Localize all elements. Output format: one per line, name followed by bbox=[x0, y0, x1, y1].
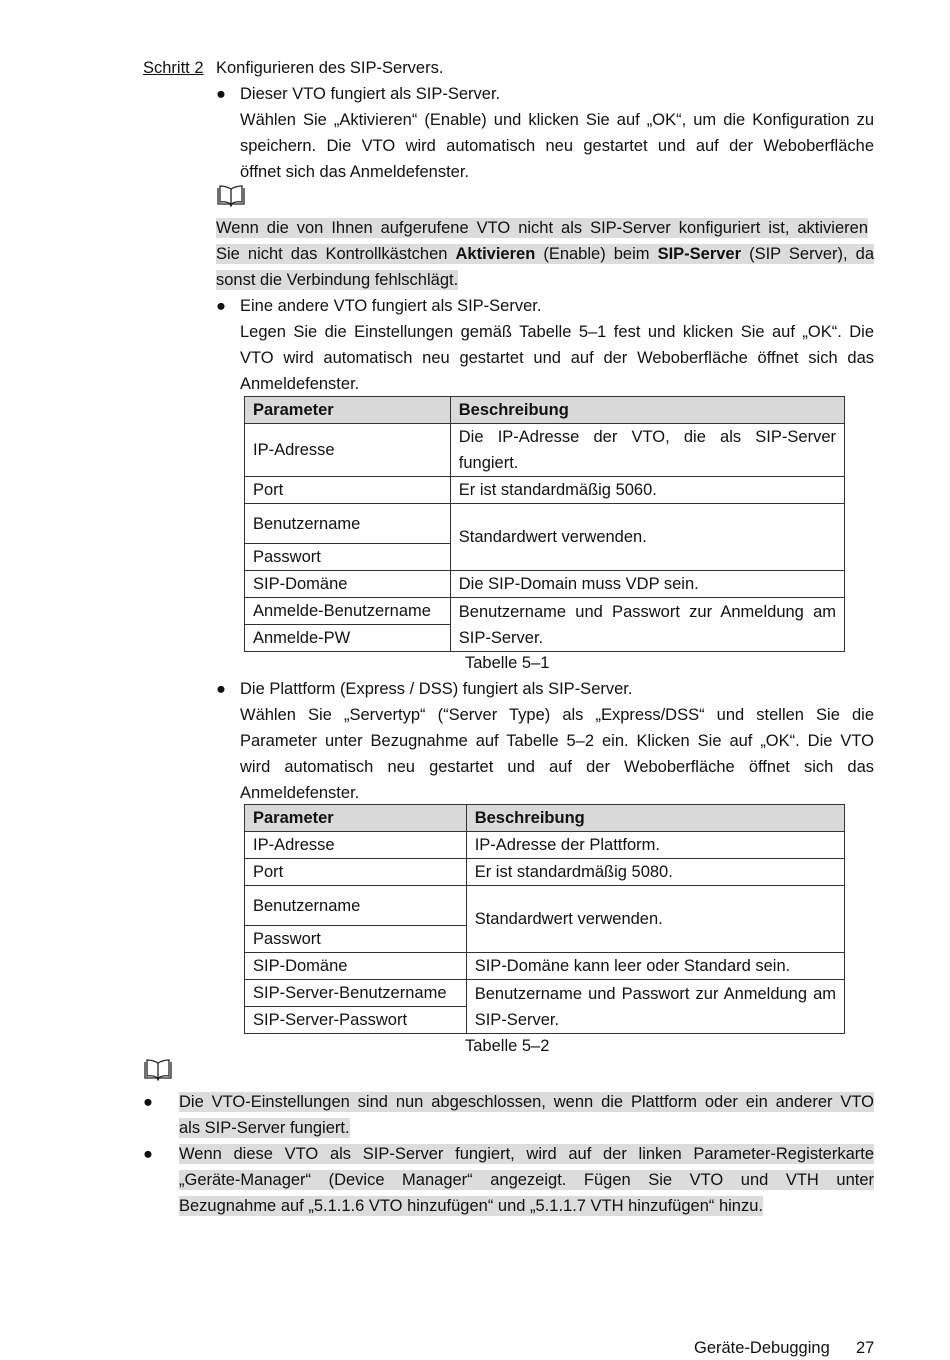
bullet-icon: ● bbox=[143, 1145, 153, 1163]
table-cell: Benutzername und Passwort zur Anmeldung am SIP-Server. bbox=[466, 980, 844, 1034]
bullet-icon: ● bbox=[216, 85, 226, 103]
note2-item1-line: Die VTO-Einstellungen sind nun abgeschlossen, wenn die Plattform oder ein anderer VTO bbox=[179, 1093, 874, 1111]
table-cell: SIP-Domäne bbox=[245, 953, 467, 980]
table-cell: Die SIP-Domain muss VDP sein. bbox=[450, 571, 844, 598]
table-caption: Tabelle 5–1 bbox=[465, 654, 550, 672]
bullet-icon: ● bbox=[216, 680, 226, 698]
parameter-table-2 bbox=[244, 804, 845, 1034]
bullet-icon: ● bbox=[216, 297, 226, 315]
table-header-cell: Parameter bbox=[245, 397, 451, 424]
table-cell: Die IP-Adresse der VTO, die als SIP-Server fungiert. bbox=[450, 424, 844, 477]
table-cell: Er ist standardmäßig 5080. bbox=[466, 859, 844, 886]
table-caption: Tabelle 5–2 bbox=[465, 1037, 550, 1055]
table-cell: Benutzername bbox=[245, 886, 467, 926]
table-row bbox=[245, 504, 845, 544]
note2-item2-line: „Geräte-Manager“ (Device Manager“ angezeigt. Fügen Sie VTO und VTH unter bbox=[179, 1171, 874, 1189]
table-row bbox=[245, 980, 845, 1007]
bullet1-body-line: Wählen Sie „Aktivieren“ (Enable) und klicken Sie auf „OK“, um die Konfiguration zu bbox=[240, 111, 874, 129]
bullet3-heading: Die Plattform (Express / DSS) fungiert als SIP-Server. bbox=[240, 680, 633, 698]
table-cell: IP-Adresse bbox=[245, 832, 467, 859]
table-cell: SIP-Server-Benutzername bbox=[245, 980, 467, 1007]
table-cell: IP-Adresse der Plattform. bbox=[466, 832, 844, 859]
table-cell: Benutzername bbox=[245, 504, 451, 544]
bullet-icon: ● bbox=[143, 1093, 153, 1111]
bullet2-body-line: Anmeldefenster. bbox=[240, 375, 360, 393]
table-row bbox=[245, 571, 845, 598]
note1-line: sonst die Verbindung fehlschlägt. bbox=[216, 271, 459, 289]
table-cell: SIP-Domäne bbox=[245, 571, 451, 598]
note1-line: Sie nicht das Kontrollkästchen Aktivieren (Enable) beim SIP-Server (SIP Server), da bbox=[216, 245, 874, 263]
table-row bbox=[245, 477, 845, 504]
bullet2-heading: Eine andere VTO fungiert als SIP-Server. bbox=[240, 297, 542, 315]
bullet1-body-line: speichern. Die VTO wird automatisch neu gestartet und auf der Weboberfläche bbox=[240, 137, 874, 155]
table-cell: Standardwert verwenden. bbox=[450, 504, 844, 571]
bullet3-body-line: wird automatisch neu gestartet und auf der Weboberfläche öffnet sich das bbox=[240, 758, 874, 776]
table-cell: Passwort bbox=[245, 926, 467, 953]
table-cell: Standardwert verwenden. bbox=[466, 886, 844, 953]
page-number: 27 bbox=[856, 1339, 875, 1357]
bullet2-body-line: Legen Sie die Einstellungen gemäß Tabelle 5–1 fest und klicken Sie auf „OK“. Die bbox=[240, 323, 874, 341]
footer-section: Geräte-Debugging bbox=[694, 1339, 830, 1357]
table-row bbox=[245, 859, 845, 886]
bullet1-heading: Dieser VTO fungiert als SIP-Server. bbox=[240, 85, 501, 103]
note-book-icon bbox=[143, 1059, 173, 1086]
table-header-cell: Beschreibung bbox=[450, 397, 844, 424]
table-cell: Port bbox=[245, 477, 451, 504]
note1-line: Wenn die von Ihnen aufgerufene VTO nicht als SIP-Server konfiguriert ist, aktivieren bbox=[216, 219, 868, 237]
note2-item2-line: Wenn diese VTO als SIP-Server fungiert, wird auf der linken Parameter-Registerkarte bbox=[179, 1145, 874, 1163]
table-header-cell: Beschreibung bbox=[466, 805, 844, 832]
table-cell: SIP-Server-Passwort bbox=[245, 1007, 467, 1034]
step-title: Konfigurieren des SIP-Servers. bbox=[216, 59, 444, 77]
table-cell: IP-Adresse bbox=[245, 424, 451, 477]
table-cell: Er ist standardmäßig 5060. bbox=[450, 477, 844, 504]
table-header-row bbox=[245, 397, 845, 424]
parameter-table-1 bbox=[244, 396, 845, 652]
table-cell: SIP-Domäne kann leer oder Standard sein. bbox=[466, 953, 844, 980]
bullet3-body-line: Wählen Sie „Servertyp“ (“Server Type) als „Express/DSS“ und stellen Sie die bbox=[240, 706, 874, 724]
table-cell: Anmelde-Benutzername bbox=[245, 598, 451, 625]
table-row bbox=[245, 953, 845, 980]
table-row bbox=[245, 886, 845, 926]
note2-item1-line: als SIP-Server fungiert. bbox=[179, 1119, 350, 1137]
table-header-row bbox=[245, 805, 845, 832]
table-cell: Port bbox=[245, 859, 467, 886]
table-row bbox=[245, 832, 845, 859]
bullet3-body-line: Parameter unter Bezugnahme auf Tabelle 5–2 ein. Klicken Sie auf „OK“. Die VTO bbox=[240, 732, 874, 750]
note2-item2-line: Bezugnahme auf „5.1.1.6 VTO hinzufügen“ und „5.1.1.7 VTH hinzufügen“ hinzu. bbox=[179, 1197, 763, 1215]
note-book-icon bbox=[216, 185, 246, 212]
bullet1-body-line: öffnet sich das Anmeldefenster. bbox=[240, 163, 470, 181]
bullet3-body-line: Anmeldefenster. bbox=[240, 784, 360, 802]
table-cell: Anmelde-PW bbox=[245, 625, 451, 652]
table-row bbox=[245, 598, 845, 625]
table-cell: Benutzername und Passwort zur Anmeldung am SIP-Server. bbox=[450, 598, 844, 652]
table-row bbox=[245, 424, 845, 477]
table-cell: Passwort bbox=[245, 544, 451, 571]
step-label: Schritt 2 bbox=[143, 59, 204, 77]
table-header-cell: Parameter bbox=[245, 805, 467, 832]
bullet2-body-line: VTO wird automatisch neu gestartet und auf der Weboberfläche öffnet sich das bbox=[240, 349, 874, 367]
